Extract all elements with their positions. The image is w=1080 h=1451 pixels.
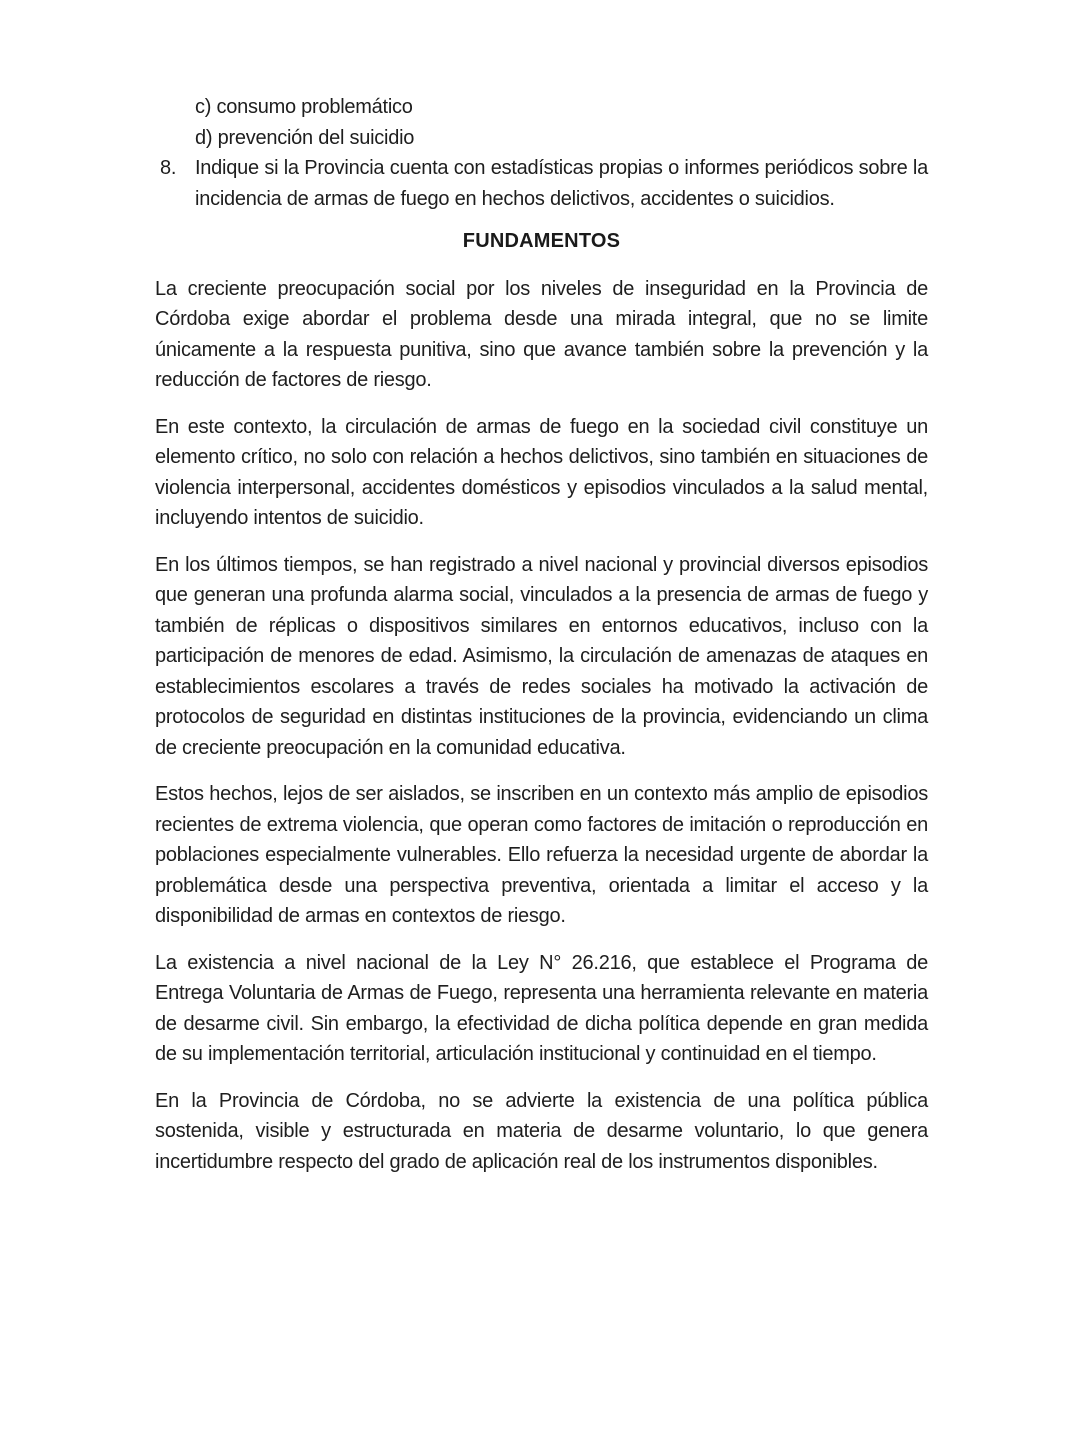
paragraph-1: La creciente preocupación social por los niveles de inseguridad en la Provincia de Córdoba exige abordar el problema desde una mirada integral, que no se limite únicamente a la respuesta punitiva, sino que avance también sobre la prevención y la reducción de factores de riesgo. — [155, 277, 928, 391]
section-heading: FUNDAMENTOS — [462, 230, 621, 252]
paragraph-6: En la Provincia de Córdoba, no se advierte la existencia de una política pública sostenida, visible y estructurada en materia de desarme voluntario, lo que genera incertidumbre respecto del grado de aplicación real de los instrumentos disponibles. — [155, 1089, 928, 1173]
question-item-8 — [155, 153, 928, 214]
list-item-d: d) prevención del suicidio — [195, 126, 415, 149]
question-number: 8. — [160, 157, 177, 179]
paragraph-3: En los últimos tiempos, se han registrado a nivel nacional y provincial diversos episodios que generan una profunda alarma social, vinculados a la presencia de armas de fuego y también de réplicas o dispositivos similares en entornos educativos, incluso con la participación de menores de edad. Asimismo, la circulación de amenazas de ataques en establecimientos escolares a través de redes sociales ha motivado la activación de protocolos de seguridad en distintas instituciones de la provincia, evidenciando un clima de creciente preocupación en la comunidad educativa. — [155, 553, 928, 759]
question-text: Indique si la Provincia cuenta con estadísticas propias o informes periódicos sobre la incidencia de armas de fuego en hechos delictivos, accidentes o suicidios. — [195, 157, 928, 210]
paragraph-4: Estos hechos, lejos de ser aislados, se inscriben en un contexto más amplio de episodios recientes de extrema violencia, que operan como factores de imitación o reproducción en poblaciones especialmente vulnerables. Ello refuerza la necesidad urgente de abordar la problemática desde una perspectiva preventiva, orientada a limitar el acceso y la disponibilidad de armas en contextos de riesgo. — [155, 783, 928, 927]
option-list — [155, 92, 928, 153]
paragraph-2: En este contexto, la circulación de armas de fuego en la sociedad civil constituye un elemento crítico, no solo con relación a hechos delictivos, sino también en situaciones de violencia interpersonal, accidentes domésticos y episodios vinculados a la salud mental, incluyendo intentos de suicidio. — [155, 415, 928, 529]
list-item-c: c) consumo problemático — [195, 96, 413, 118]
paragraph-5: La existencia a nivel nacional de la Ley N° 26.216, que establece el Programa de Entrega Voluntaria de Armas de Fuego, representa una herramienta relevante en materia de desarme civil. Sin embargo, la efectividad de dicha política depende en gran medida de su implementación territorial, articulación institucional y continuidad en el tiempo. — [155, 951, 928, 1065]
